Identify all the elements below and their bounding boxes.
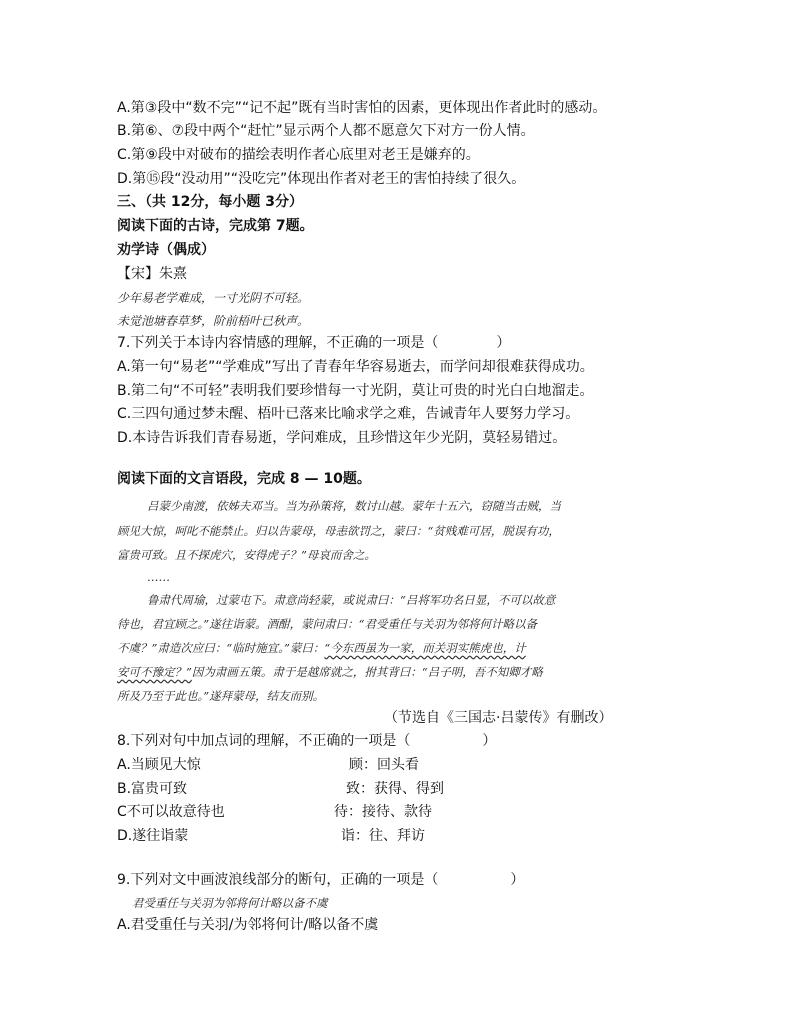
q8-option-a-meaning: 顾：回头看 (349, 757, 419, 773)
poem-line-1: 少年易老学难成，一寸光阴不可轻。 (117, 291, 310, 305)
passage-p2-line-3-plain: 不虞？”肃造次应曰：“临时施宜。”蒙曰： (117, 641, 325, 655)
q7-option-c: C.三四句通过梦未醒、梧叶已落来比喻求学之难，告诫青年人要努力学习。 (117, 406, 580, 422)
q7-option-d: D.本诗告诉我们青春易逝，学问难成，且珍惜这年少光阴，莫轻易错过。 (117, 430, 567, 446)
prev-option-d: D.第⑮段“没动用”“没吃完”体现出作者对老王的害怕持续了很久。 (117, 171, 526, 187)
q8-option-b (117, 779, 187, 799)
q8-option-c-meaning: 待：接待、款待 (334, 804, 432, 820)
prev-option-a: A.第③段中“数不完”“记不起”既有当时害怕的因素，更体现出作者此时的感动。 (117, 100, 607, 116)
q8-option-d-meaning: 诣：往、拜访 (341, 828, 425, 844)
passage-p2-line-4-plain: 因为肃画五策。肃于是越席就之，拊其背曰：“吕子明，吾不知卿才略 (191, 665, 543, 679)
passage-p1-line-1: 吕蒙少南渡，依姊夫邓当。当为孙策将，数讨山越。蒙年十五六，窃随当击贼，当 (147, 499, 561, 513)
passage-p2-line-4 (117, 662, 543, 682)
passage-p2-line-1: 鲁肃代周瑜，过蒙屯下。肃意尚轻蒙，或说肃曰：“吕将军功名日显，不可以故意 (147, 593, 556, 607)
q9-stem-close: ） (510, 872, 525, 888)
passage-p2-line-5: 所及乃至于此也。”遂拜蒙母，结友而别。 (117, 689, 325, 703)
q7-stem-text: 7.下列关于本诗内容情感的理解，不正确的一项是（ (117, 335, 439, 351)
q8-option-a (117, 755, 201, 775)
q7-option-b: B.第二句“不可轻”表明我们要珍惜每一寸光阴，莫让可贵的时光白白地溜走。 (117, 383, 594, 399)
q8-option-a-phrase: A.当顾见大惊 (117, 757, 201, 773)
q7-stem-close: ） (496, 335, 511, 351)
q8-stem-text: 8.下列对句中加点词的理解，不正确的一项是（ (117, 733, 411, 749)
classical-instruction: 阅读下面的文言语段，完成 8 — 10题。 (117, 471, 371, 487)
q8-option-b-phrase: B.富贵可致 (117, 781, 188, 797)
wavy-underline-segment-2: 安可不豫定？” (117, 665, 192, 679)
poem-author: 【宋】朱熹 (117, 266, 187, 282)
q9-quote: 君受重任与关羽为邻将何计略以备不虞 (132, 896, 328, 910)
q7-option-a: A.第一句“易老”“学难成”写出了青春年华容易逝去，而学问却很难获得成功。 (117, 359, 594, 375)
q7-stem (117, 333, 510, 353)
q8-stem-close: ） (482, 733, 497, 749)
passage-p1-line-2: 顾见大惊，呵叱不能禁止。归以告蒙母，母恚欲罚之，蒙曰：“贫贱难可居，脱误有功， (117, 524, 560, 538)
q8-option-b-meaning: 致：获得、得到 (346, 781, 444, 797)
q9-stem (117, 870, 524, 890)
passage-p2-line-2: 待也，君宜顾之。”遂往诣蒙。酒酣，蒙问肃曰：“君受重任与关羽为邻将何计略以备 (117, 617, 538, 631)
prev-option-b: B.第⑥、⑦段中两个“赶忙”显示两个人都不愿意欠下对方一份人情。 (117, 123, 535, 139)
passage-p1-line-3: 富贵可致。且不探虎穴，安得虎子？”母哀而舍之。 (117, 548, 376, 562)
wavy-underline-segment-1: “今东西虽为一家，而关羽实熊虎也，计 (324, 641, 526, 655)
poem-line-2: 未觉池塘春草梦，阶前梧叶已秋声。 (117, 314, 310, 328)
section-heading: 三、（共 12分，每小题 3分） (117, 194, 303, 210)
q8-option-d (117, 826, 188, 846)
passage-source: （节选自《三国志·吕蒙传》有删改） (384, 710, 613, 726)
passage-ellipsis: …… (147, 570, 170, 584)
q8-option-c-phrase: C不可以故意待也 (117, 804, 225, 820)
poem-instruction: 阅读下面的古诗，完成第 7题。 (117, 218, 314, 234)
poem-title: 劝学诗（偶成） (117, 242, 215, 258)
passage-p2-line-3 (117, 638, 526, 658)
q8-stem (117, 731, 496, 751)
prev-option-c: C.第⑨段中对破布的描绘表明作者心底里对老王是嫌弃的。 (117, 147, 480, 163)
q9-option-a: A.君受重任与关羽/为邻将何计/略以备不虞 (117, 917, 379, 933)
q9-stem-text: 9.下列对文中画波浪线部分的断句，正确的一项是（ (117, 872, 439, 888)
q8-option-d-phrase: D.遂往诣蒙 (117, 828, 189, 844)
q8-option-c (117, 802, 225, 822)
